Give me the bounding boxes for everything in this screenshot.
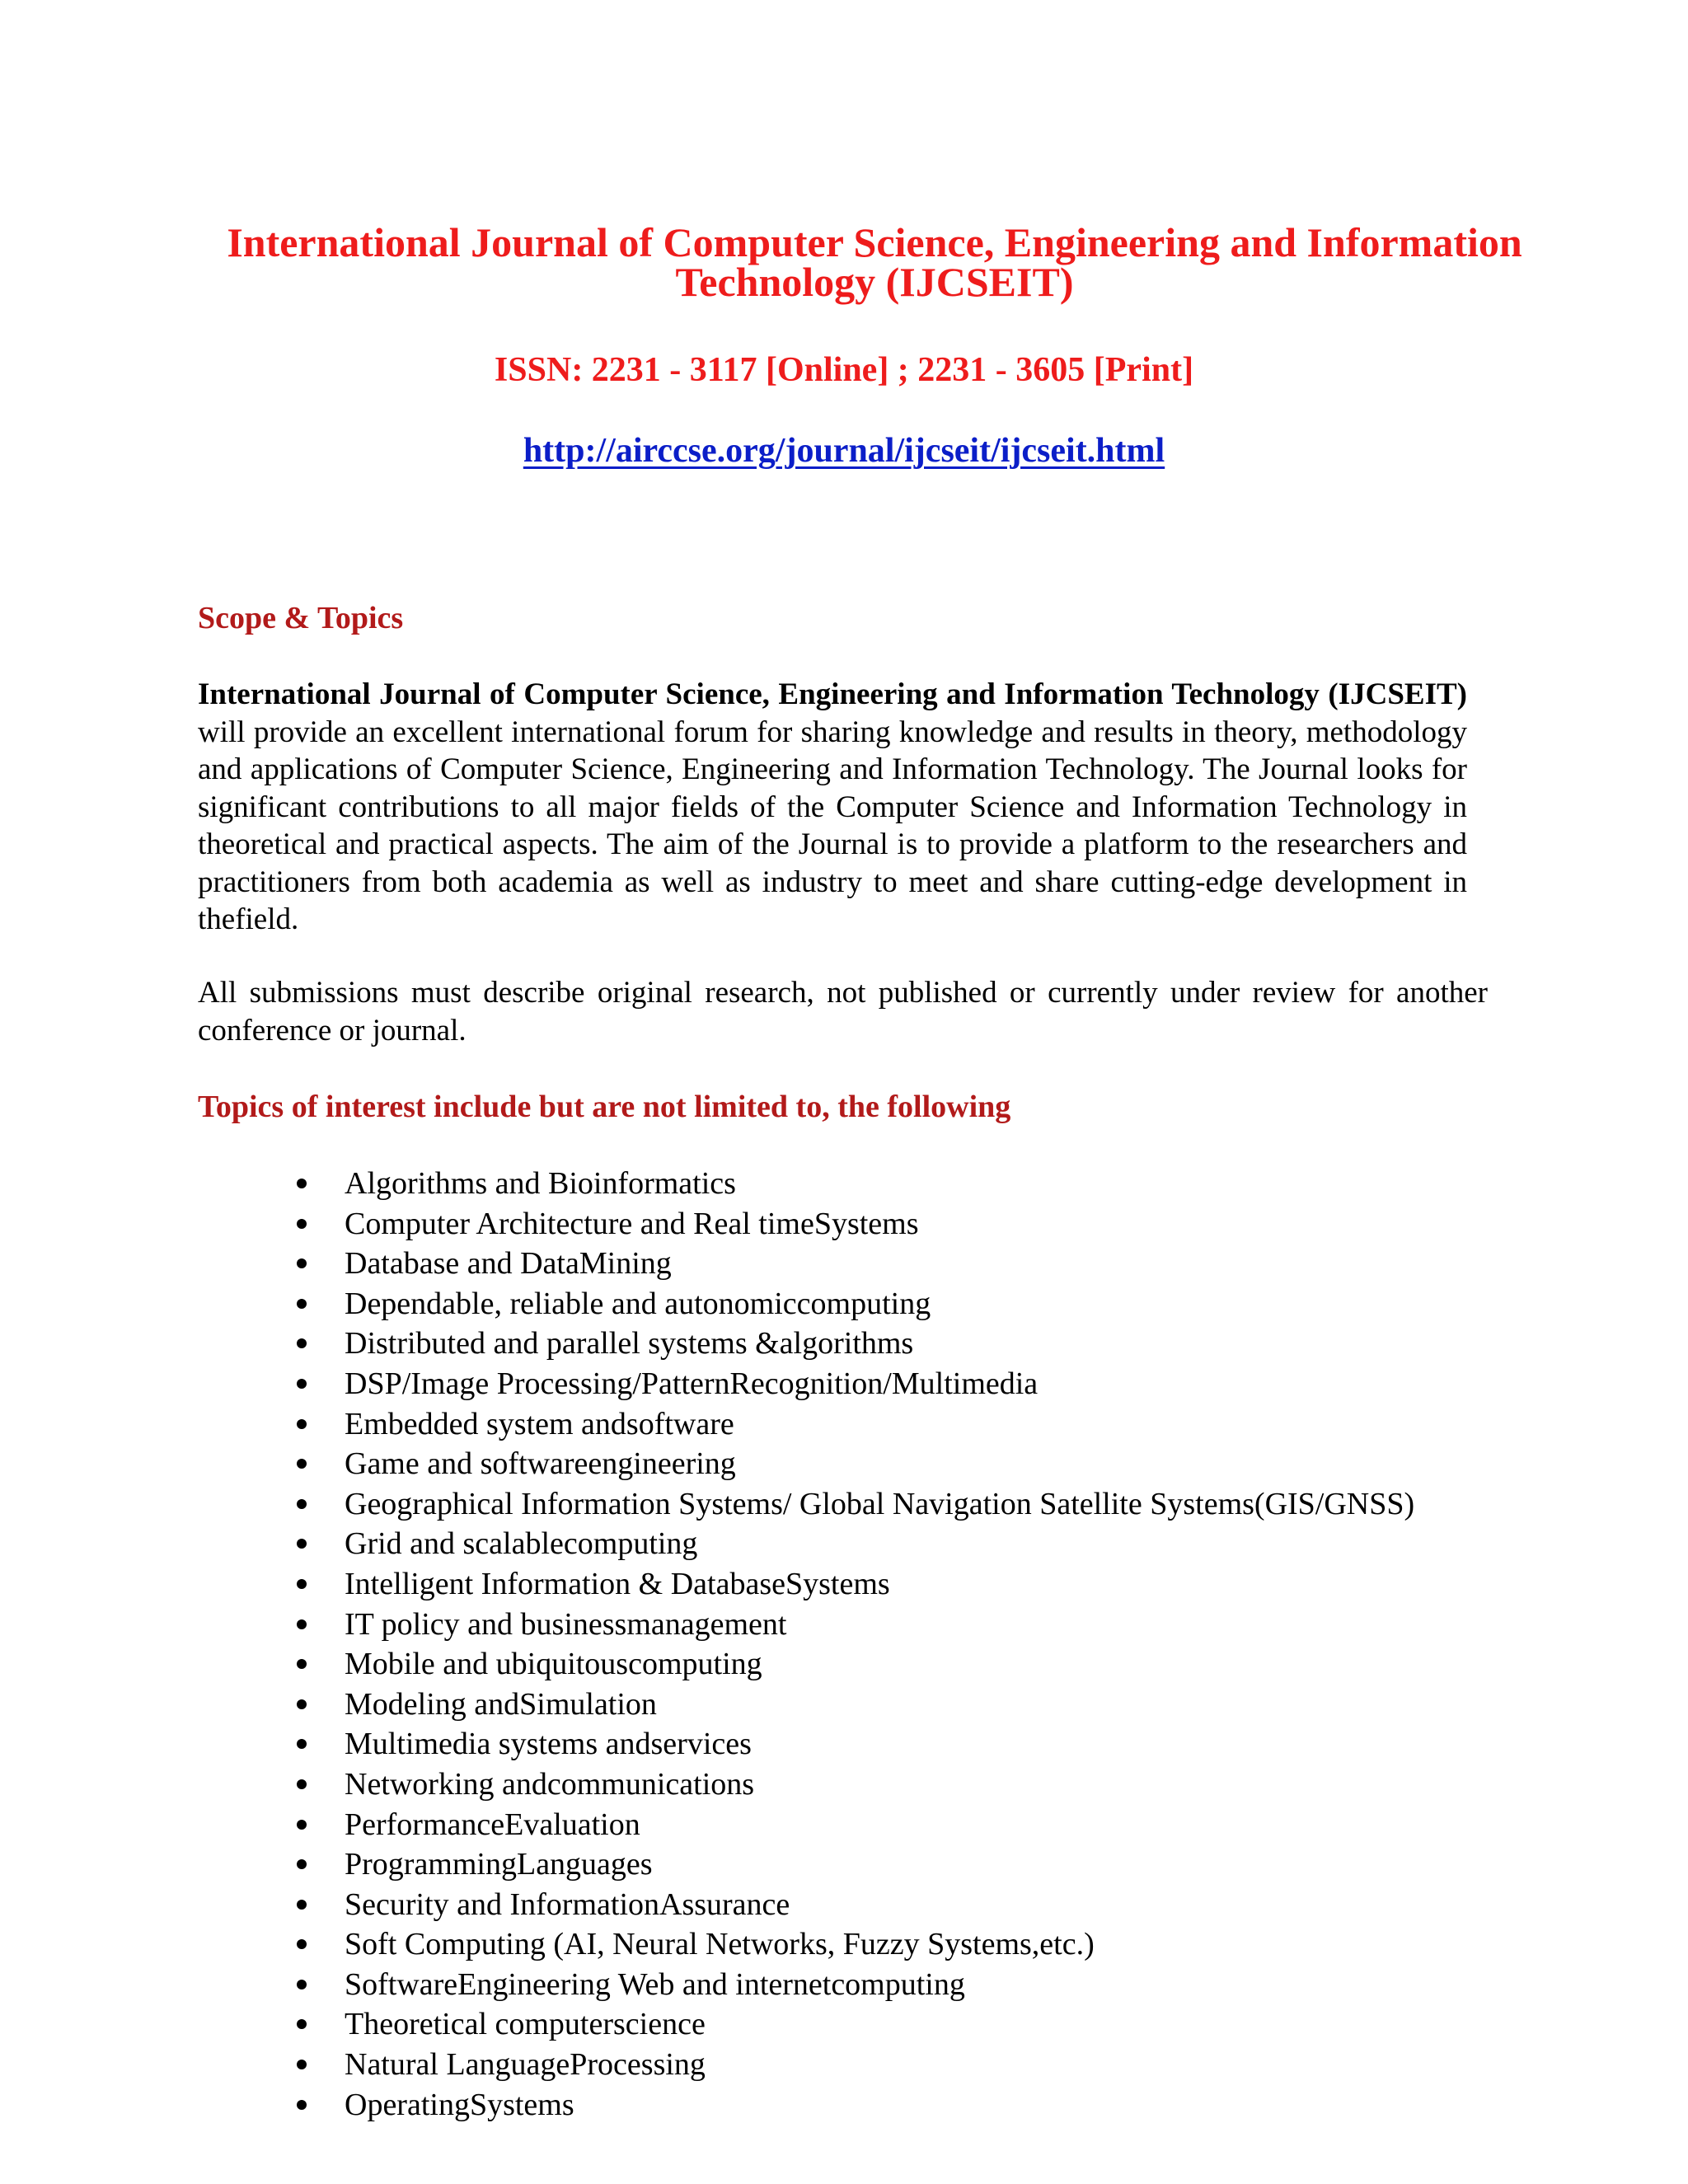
bullet-icon <box>297 1459 307 1469</box>
topic-text: Theoretical computerscience <box>345 2007 706 2042</box>
topic-list-item <box>297 2004 1414 2045</box>
bullet-icon <box>297 1419 307 1429</box>
topic-text: Modeling andSimulation <box>345 1686 657 1722</box>
topic-text: Soft Computing (AI, Neural Networks, Fuzzy Systems,etc.) <box>345 1927 1095 1962</box>
topic-list-item <box>297 1644 1414 1685</box>
scope-paragraph <box>198 676 1467 939</box>
bullet-icon <box>297 1539 307 1549</box>
topic-text: OperatingSystems <box>345 2087 574 2122</box>
bullet-icon <box>297 1379 307 1389</box>
topic-text: Mobile and ubiquitouscomputing <box>345 1647 762 1682</box>
topic-text: Natural LanguageProcessing <box>345 2047 706 2083</box>
topic-list-item <box>297 1524 1414 1564</box>
topics-heading: Topics of interest include but are not limited to, the following <box>198 1090 1011 1124</box>
topic-text: IT policy and businessmanagement <box>345 1606 787 1642</box>
topic-list-item <box>297 1444 1414 1484</box>
topic-list-item <box>297 1324 1414 1364</box>
bullet-icon <box>297 1299 307 1309</box>
topics-list <box>297 1164 1414 2125</box>
bullet-icon <box>297 1499 307 1509</box>
bullet-icon <box>297 1179 307 1188</box>
topic-list-item <box>297 2085 1414 2125</box>
bullet-icon <box>297 1699 307 1709</box>
topic-text: Computer Architecture and Real timeSystems <box>345 1206 919 1241</box>
topic-list-item <box>297 1605 1414 1645</box>
bullet-icon <box>297 1619 307 1629</box>
topic-text: Networking andcommunications <box>345 1766 755 1802</box>
topic-list-item <box>297 1724 1414 1765</box>
bullet-icon <box>297 1859 307 1869</box>
topic-list-item <box>297 1805 1414 1845</box>
journal-url-line <box>0 430 1688 471</box>
scope-intro-bold: International Journal of Computer Science, Engineering and Information Technology (IJCSEIT) <box>198 677 1467 711</box>
topic-text: Grid and scalablecomputing <box>345 1526 698 1562</box>
topic-list-item <box>297 1765 1414 1805</box>
topic-text: Dependable, reliable and autonomiccomputing <box>345 1286 931 1321</box>
topic-text: Intelligent Information & DatabaseSystems <box>345 1566 890 1601</box>
topic-text: ProgrammingLanguages <box>345 1847 653 1882</box>
topic-list-item <box>297 1164 1414 1204</box>
bullet-icon <box>297 1219 307 1229</box>
topic-list-item <box>297 1244 1414 1284</box>
bullet-icon <box>297 1939 307 1949</box>
topic-list-item <box>297 1924 1414 1965</box>
bullet-icon <box>297 1980 307 1990</box>
bullet-icon <box>297 1900 307 1910</box>
scope-intro-text: will provide an excellent international forum for sharing knowledge and results in theory, methodology and applications of Computer Science, Engineering and Information Technology. The Journal looks for significant contributions to all major fields of the Computer Science and Information Technology in theoretical and practical aspects. The aim of the Journal is to provide a platform to the researchers and practitioners from both academia as well as industry to meet and share cutting-edge development in thefield. <box>198 715 1467 936</box>
bullet-icon <box>297 1820 307 1830</box>
topic-list-item <box>297 1564 1414 1605</box>
topic-text: Security and InformationAssurance <box>345 1886 790 1922</box>
bullet-icon <box>297 1659 307 1669</box>
topic-list-item <box>297 1685 1414 1725</box>
topic-list-item <box>297 1404 1414 1445</box>
topic-list-item <box>297 1844 1414 1885</box>
topic-list-item <box>297 1484 1414 1525</box>
scope-heading: Scope & Topics <box>198 601 404 635</box>
topic-list-item <box>297 1364 1414 1404</box>
submissions-paragraph: All submissions must describe original research, not published or currently under review for another conference or journal. <box>198 976 1488 1047</box>
bullet-icon <box>297 1779 307 1789</box>
topic-text: SoftwareEngineering Web and internetcomputing <box>345 1966 965 2002</box>
topic-text: PerformanceEvaluation <box>345 1807 640 1842</box>
bullet-icon <box>297 1338 307 1348</box>
bullet-icon <box>297 1579 307 1589</box>
topic-text: Algorithms and Bioinformatics <box>345 1166 736 1201</box>
topic-text: Geographical Information Systems/ Global Navigation Satellite Systems(GIS/GNSS) <box>345 1486 1415 1521</box>
journal-url-link[interactable]: http://airccse.org/journal/ijcseit/ijcseit.html <box>523 432 1165 470</box>
bullet-icon <box>297 1739 307 1749</box>
topic-text: Game and softwareengineering <box>345 1446 736 1482</box>
bullet-icon <box>297 2019 307 2029</box>
topic-text: Distributed and parallel systems &algorithms <box>345 1326 914 1361</box>
bullet-icon <box>297 1258 307 1268</box>
bullet-icon <box>297 2100 307 2110</box>
topic-list-item <box>297 2045 1414 2085</box>
topic-list-item <box>297 1885 1414 1925</box>
topic-text: Database and DataMining <box>345 1246 672 1282</box>
topic-list-item <box>297 1965 1414 2005</box>
issn-line: ISSN: 2231 - 3117 [Online] ; 2231 - 3605 [Print] <box>494 351 1194 389</box>
topic-list-item <box>297 1284 1414 1324</box>
topic-text: Multimedia systems andservices <box>345 1727 752 1762</box>
journal-title: International Journal of Computer Science, Engineering and Information Technology (IJCSEIT) <box>227 219 1522 305</box>
bullet-icon <box>297 2060 307 2069</box>
topic-text: Embedded system andsoftware <box>345 1406 734 1441</box>
topic-text: DSP/Image Processing/PatternRecognition/Multimedia <box>345 1366 1039 1401</box>
topic-list-item <box>297 1204 1414 1244</box>
